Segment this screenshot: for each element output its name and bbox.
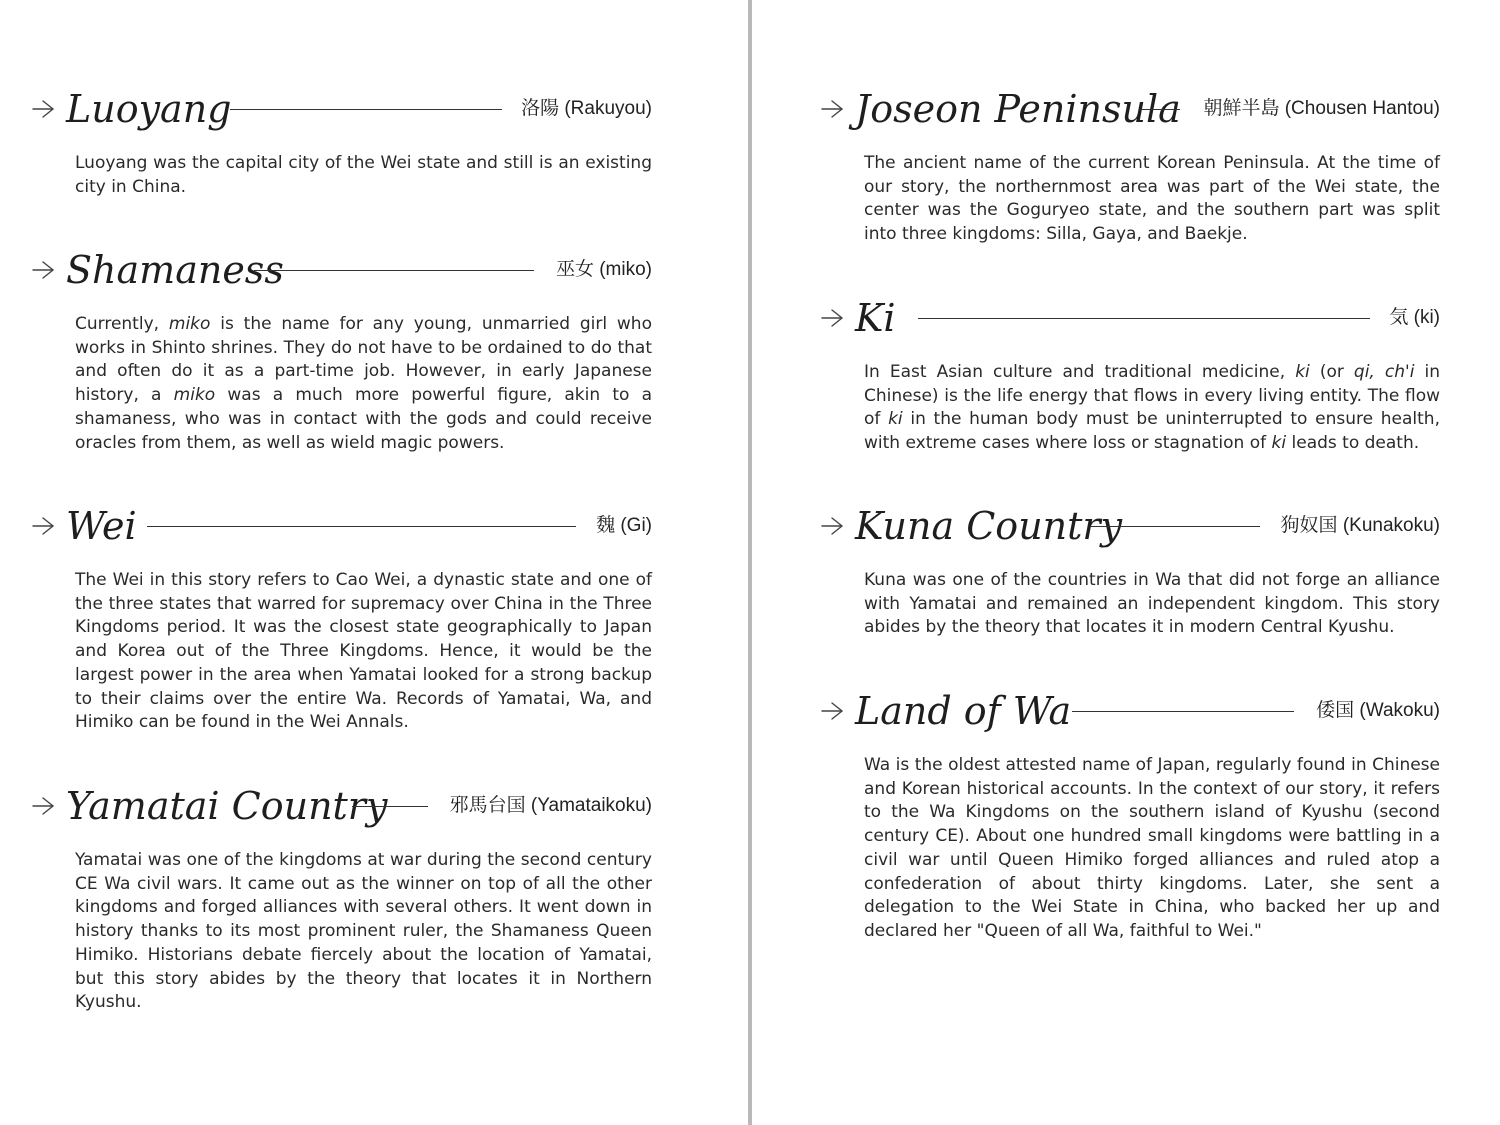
entry-heading xyxy=(32,245,652,295)
entry-term: Luoyang xyxy=(66,87,232,131)
entry-body: The ancient name of the current Korean Peninsula. At the time of our story, the northernmost area was part of the Wei state, the center was the Goguryeo state, and the southern part was split into three kingdoms: Silla, Gaya, and Baekje. xyxy=(864,153,1440,245)
heading-rule xyxy=(147,526,576,527)
arrow-icon xyxy=(32,515,58,537)
entry-heading xyxy=(821,686,1440,736)
entry-term: Wei xyxy=(66,504,137,548)
heading-rule xyxy=(918,318,1370,319)
entry-heading xyxy=(32,84,652,134)
entry-reading: 巫女 (miko) xyxy=(555,259,652,280)
entry-body: Yamatai was one of the kingdoms at war during the second century CE Wa civil wars. It came out as the winner on top of all the other kingdoms and forged alliances with several others. It went down in history thanks to its most prominent ruler, the Shamaness Queen Himiko. Historians debate fiercely about the location of Yamatai, but this story abides by the theory that locates it in Northern Kyushu. xyxy=(75,850,652,1013)
arrow-icon xyxy=(821,515,847,537)
heading-rule xyxy=(230,109,502,110)
arrow-icon xyxy=(821,307,847,329)
entry-term: Land of Wa xyxy=(855,689,1072,733)
entry-reading: 朝鮮半島 (Chousen Hantou) xyxy=(1203,98,1440,119)
entry-body: Kuna was one of the countries in Wa that did not forge an alliance with Yamatai and remained an independent kingdom. This story abides by the theory that locates it in modern Central Kyushu. xyxy=(864,570,1440,638)
glossary-entry-yamatai-country xyxy=(32,781,652,1013)
entry-body: The Wei in this story refers to Cao Wei, a dynastic state and one of the three states that warred for supremacy over China in the Three Kingdoms period. It was the closest state geographically to Japan and Korea out of the Three Kingdoms. Hence, it would be the largest power in the area when Yamatai looked for a strong backup to their claims over the entire Wa. Records of Yamatai, Wa, and Himiko can be found in the Wei Annals. xyxy=(75,570,652,733)
heading-rule xyxy=(254,270,534,271)
glossary-entry-luoyang xyxy=(32,84,652,197)
glossary-entry-ki xyxy=(821,293,1440,454)
glossary-entry-land-of-wa xyxy=(821,686,1440,941)
entry-reading: 邪馬台国 (Yamataikoku) xyxy=(449,795,652,816)
entry-heading xyxy=(821,501,1440,551)
entry-reading: 狗奴国 (Kunakoku) xyxy=(1280,515,1440,536)
heading-rule xyxy=(1091,526,1260,527)
entry-term: Joseon Peninsula xyxy=(855,87,1181,131)
glossary-entry-shamaness xyxy=(32,245,652,453)
heading-rule xyxy=(1140,109,1180,110)
entry-term: Kuna Country xyxy=(855,504,1123,548)
left-page xyxy=(0,0,748,1125)
entry-heading xyxy=(32,781,652,831)
entry-term: Ki xyxy=(855,296,896,340)
glossary-entry-wei xyxy=(32,501,652,733)
entry-term: Shamaness xyxy=(66,248,284,292)
entry-heading xyxy=(32,501,652,551)
glossary-entry-kuna-country xyxy=(821,501,1440,638)
entry-body: Currently, miko is the name for any young, unmarried girl who works in Shinto shrines. They do not have to be ordained to do that and often do it as a part-time job. However, in early Japanese history, a miko was a much more powerful figure, akin to a shamaness, who was in contact with the gods and could receive oracles from them, as well as wield magic powers. xyxy=(75,314,652,453)
heading-rule xyxy=(352,806,428,807)
arrow-icon xyxy=(821,700,847,722)
entry-body: In East Asian culture and traditional medicine, ki (or qi, ch'i in Chinese) is the life energy that flows in every living entity. The flow of ki in the human body must be uninterrupted to ensure health, with extreme cases where loss or stagnation of ki leads to death. xyxy=(864,362,1440,454)
entry-reading: 魏 (Gi) xyxy=(596,515,652,536)
entry-heading xyxy=(821,84,1440,134)
entry-reading: 倭国 (Wakoku) xyxy=(1316,700,1440,721)
arrow-icon xyxy=(32,795,58,817)
entry-reading: 気 (ki) xyxy=(1389,307,1440,328)
glossary-entry-joseon-peninsula xyxy=(821,84,1440,245)
entry-term: Yamatai Country xyxy=(66,784,388,828)
arrow-icon xyxy=(32,259,58,281)
heading-rule xyxy=(1072,711,1294,712)
right-page xyxy=(752,0,1500,1125)
entry-body: Luoyang was the capital city of the Wei state and still is an existing city in China. xyxy=(75,153,652,197)
arrow-icon xyxy=(32,98,58,120)
entry-heading xyxy=(821,293,1440,343)
entry-body: Wa is the oldest attested name of Japan, regularly found in Chinese and Korean historical accounts. In the context of our story, it refers to the Wa Kingdoms on the southern island of Kyushu (second century CE). About one hundred small kingdoms were battling in a civil war until Queen Himiko forged alliances and ruled atop a confederation of about thirty kingdoms. Later, she sent a delegation to the Wei State in China, who backed her up and declared her "Queen of all Wa, faithful to Wei." xyxy=(864,755,1440,941)
arrow-icon xyxy=(821,98,847,120)
entry-reading: 洛陽 (Rakuyou) xyxy=(521,98,652,119)
